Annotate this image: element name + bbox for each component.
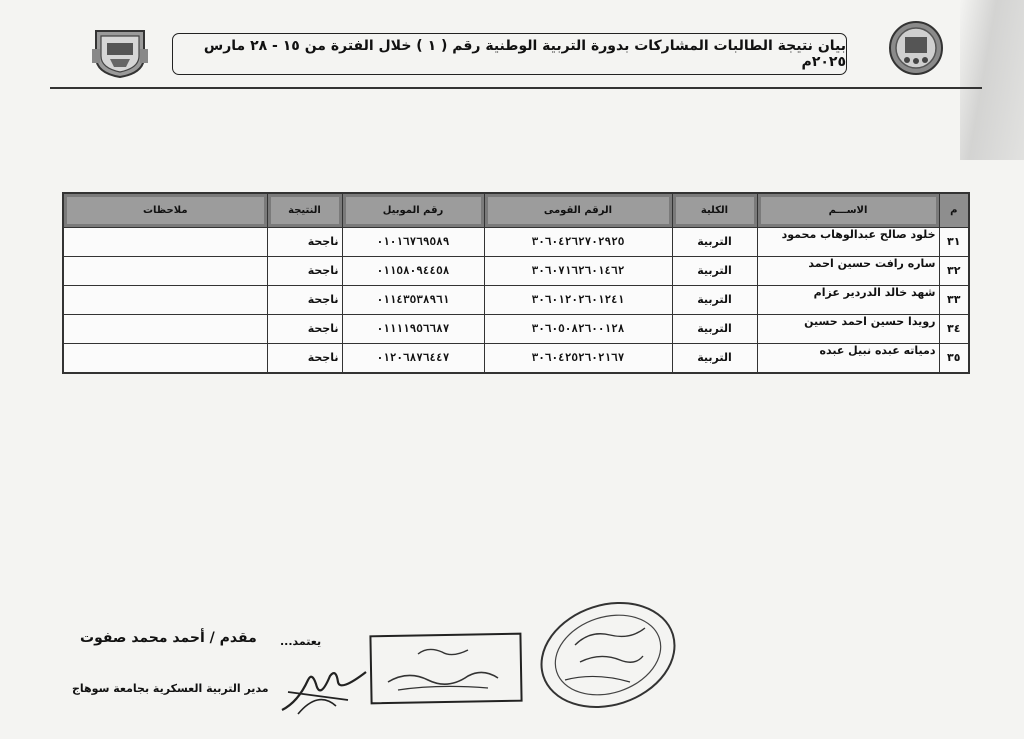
cell-notes [63, 256, 267, 285]
cell-result: ناجحة [267, 285, 342, 314]
header-mobile: رقم الموبيل [342, 193, 484, 227]
cell-mobile: ٠١٠١٦٧٦٩٥٨٩ [342, 227, 484, 256]
cell-national-id: ٣٠٦٠٤٢٥٢٦٠٢١٦٧ [484, 343, 672, 373]
header-notes: ملاحظات [63, 193, 267, 227]
military-emblem-logo [888, 20, 944, 76]
header-divider [50, 87, 982, 89]
cell-num: ٣١ [939, 227, 969, 256]
table-row [63, 343, 969, 373]
cell-faculty: التربية [672, 314, 757, 343]
cell-national-id: ٣٠٦٠٤٢٦٢٧٠٢٩٢٥ [484, 227, 672, 256]
cell-name: رويدا حسين احمد حسين [757, 314, 939, 343]
signer-name: مقدم / أحمد محمد صفوت [80, 630, 257, 646]
cell-num: ٣٤ [939, 314, 969, 343]
table-row [63, 256, 969, 285]
signer-position: مدير التربية العسكرية بجامعة سوهاج [72, 682, 269, 695]
header-num: م [939, 193, 969, 227]
cell-mobile: ٠١١٤٣٥٣٨٩٦١ [342, 285, 484, 314]
handwritten-signature [278, 662, 368, 717]
table-row [63, 227, 969, 256]
cell-name: ساره رافت حسين احمد [757, 256, 939, 285]
cell-num: ٣٥ [939, 343, 969, 373]
cell-notes [63, 343, 267, 373]
table-row [63, 285, 969, 314]
cell-notes [63, 227, 267, 256]
page-title: بيان نتيجة الطالبات المشاركات بدورة التربية الوطنية رقم ( ١ ) خلال الفترة من ١٥ - ٢٨ مارس ٢٠٢٥م [203, 38, 846, 70]
cell-result: ناجحة [267, 343, 342, 373]
cell-national-id: ٣٠٦٠١٢٠٢٦٠١٢٤١ [484, 285, 672, 314]
university-crest-logo [90, 27, 150, 79]
rectangular-stamp [368, 632, 524, 705]
title-box [172, 33, 847, 75]
cell-faculty: التربية [672, 256, 757, 285]
cell-result: ناجحة [267, 227, 342, 256]
cell-num: ٣٢ [939, 256, 969, 285]
table-row [63, 314, 969, 343]
cell-mobile: ٠١٢٠٦٨٧٦٤٤٧ [342, 343, 484, 373]
cell-num: ٣٣ [939, 285, 969, 314]
cell-name: خلود صالح عبدالوهاب محمود [757, 227, 939, 256]
cell-result: ناجحة [267, 256, 342, 285]
cell-name: شهد خالد الدردير عزام [757, 285, 939, 314]
scan-edge-shadow [960, 0, 1024, 160]
approve-label: يعتمد... [280, 635, 322, 648]
cell-notes [63, 314, 267, 343]
header-name: الاســـم [757, 193, 939, 227]
cell-name: دمياته عبده نبيل عبده [757, 343, 939, 373]
oval-stamp [535, 600, 681, 710]
table-header-row [63, 193, 969, 227]
header-national-id: الرقم القومى [484, 193, 672, 227]
header-faculty: الكلية [672, 193, 757, 227]
cell-national-id: ٣٠٦٠٥٠٨٢٦٠٠١٢٨ [484, 314, 672, 343]
cell-mobile: ٠١١٥٨٠٩٤٤٥٨ [342, 256, 484, 285]
cell-result: ناجحة [267, 314, 342, 343]
cell-mobile: ٠١١١١٩٥٦٦٨٧ [342, 314, 484, 343]
cell-notes [63, 285, 267, 314]
header-result: النتيجة [267, 193, 342, 227]
results-table [62, 192, 970, 374]
cell-faculty: التربية [672, 227, 757, 256]
cell-faculty: التربية [672, 285, 757, 314]
cell-national-id: ٣٠٦٠٧١٦٢٦٠١٤٦٢ [484, 256, 672, 285]
cell-faculty: التربية [672, 343, 757, 373]
